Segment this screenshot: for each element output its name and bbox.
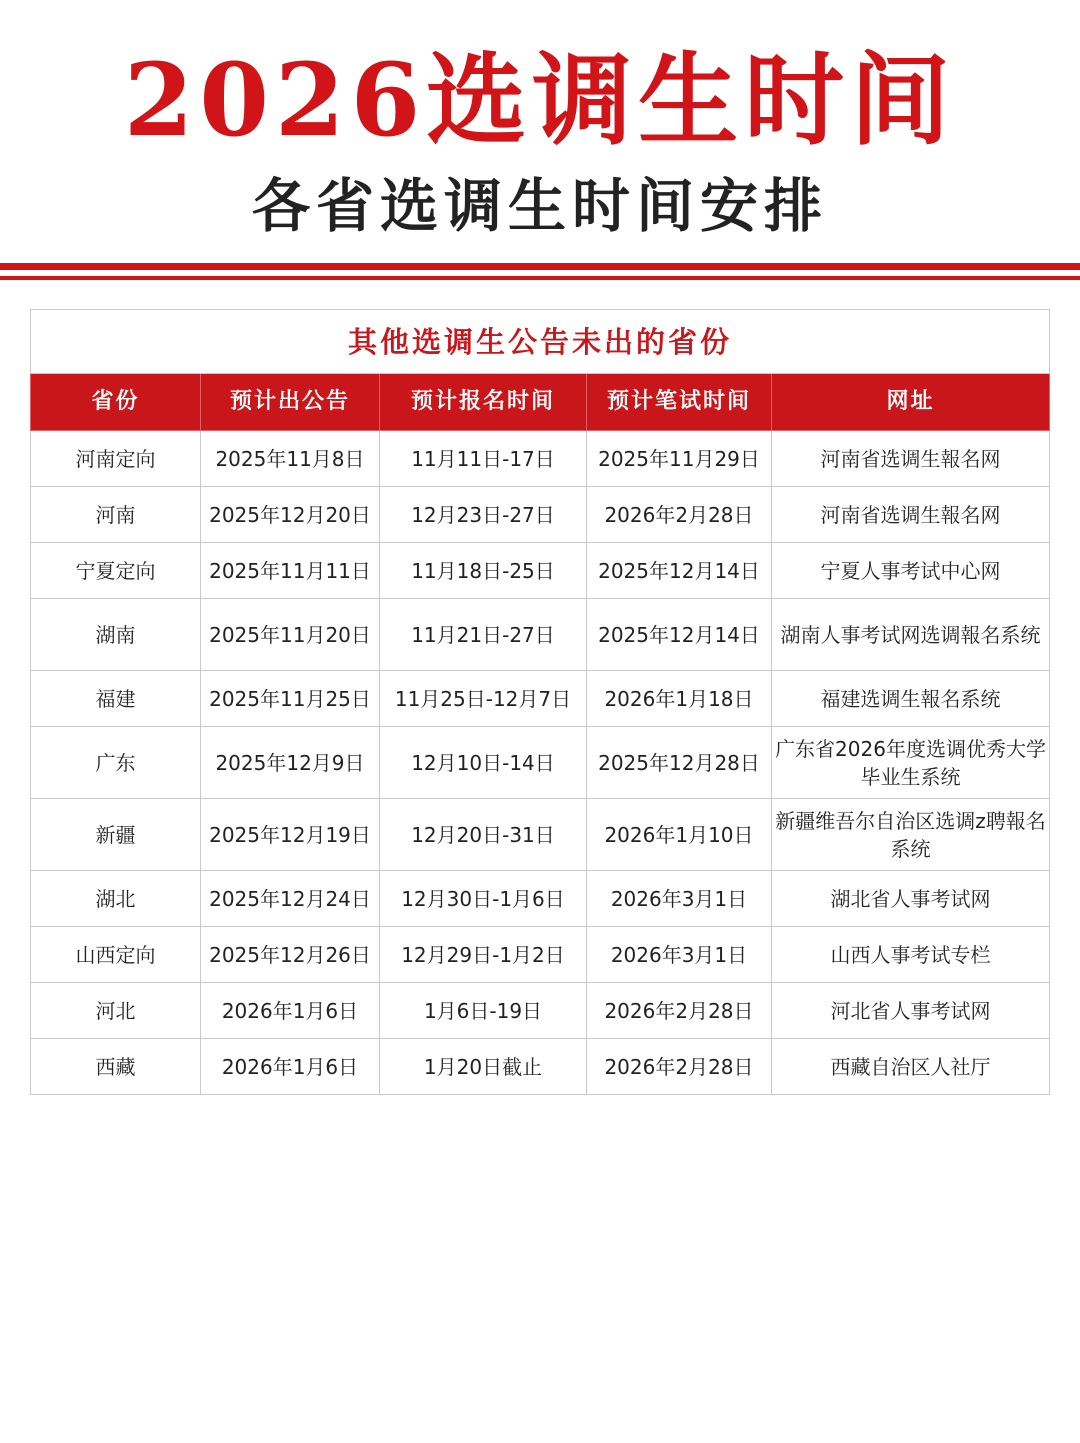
cell-exam: 2026年1月10日 bbox=[587, 799, 772, 871]
table-row bbox=[31, 727, 1050, 799]
cell-province: 新疆 bbox=[31, 799, 201, 871]
table-row bbox=[31, 1039, 1050, 1095]
cell-announcement: 2025年12月9日 bbox=[201, 727, 380, 799]
cell-website: 广东省2026年度选调优秀大学毕业生系统 bbox=[772, 727, 1050, 799]
cell-province: 福建 bbox=[31, 671, 201, 727]
cell-exam: 2026年2月28日 bbox=[587, 487, 772, 543]
divider-thin bbox=[0, 276, 1080, 280]
cell-registration: 11月11日-17日 bbox=[380, 431, 587, 487]
schedule-table bbox=[30, 309, 1050, 1095]
page-subtitle: 各省选调生时间安排 bbox=[251, 172, 828, 240]
schedule-table-container bbox=[30, 309, 1049, 1095]
cell-website: 福建选调生報名系统 bbox=[772, 671, 1050, 727]
table-row bbox=[31, 543, 1050, 599]
cell-registration: 12月29日-1月2日 bbox=[380, 927, 587, 983]
cell-website: 西藏自治区人社厅 bbox=[772, 1039, 1050, 1095]
cell-exam: 2026年2月28日 bbox=[587, 1039, 772, 1095]
cell-registration: 12月23日-27日 bbox=[380, 487, 587, 543]
cell-registration: 12月10日-14日 bbox=[380, 727, 587, 799]
table-row bbox=[31, 671, 1050, 727]
table-row bbox=[31, 799, 1050, 871]
cell-website: 山西人事考试专栏 bbox=[772, 927, 1050, 983]
column-header-province: 省份 bbox=[31, 374, 201, 431]
cell-province: 湖北 bbox=[31, 871, 201, 927]
cell-exam: 2026年1月18日 bbox=[587, 671, 772, 727]
cell-announcement: 2025年11月8日 bbox=[201, 431, 380, 487]
cell-website: 河北省人事考试网 bbox=[772, 983, 1050, 1039]
column-header-exam: 预计笔试时间 bbox=[587, 374, 772, 431]
cell-registration: 1月6日-19日 bbox=[380, 983, 587, 1039]
cell-exam: 2026年3月1日 bbox=[587, 927, 772, 983]
table-header-row bbox=[31, 374, 1050, 431]
cell-website: 河南省选调生報名网 bbox=[772, 487, 1050, 543]
cell-province: 宁夏定向 bbox=[31, 543, 201, 599]
table-caption: 其他选调生公告未出的省份 bbox=[31, 310, 1050, 374]
cell-province: 广东 bbox=[31, 727, 201, 799]
cell-province: 河南定向 bbox=[31, 431, 201, 487]
table-row bbox=[31, 927, 1050, 983]
cell-announcement: 2026年1月6日 bbox=[201, 983, 380, 1039]
cell-registration: 12月30日-1月6日 bbox=[380, 871, 587, 927]
column-header-website: 网址 bbox=[772, 374, 1050, 431]
cell-exam: 2025年12月14日 bbox=[587, 543, 772, 599]
cell-province: 河北 bbox=[31, 983, 201, 1039]
cell-exam: 2025年11月29日 bbox=[587, 431, 772, 487]
divider-thick bbox=[0, 263, 1080, 270]
table-row bbox=[31, 487, 1050, 543]
cell-province: 西藏 bbox=[31, 1039, 201, 1095]
page-title: 2026选调生时间 bbox=[123, 41, 957, 159]
cell-website: 宁夏人事考试中心网 bbox=[772, 543, 1050, 599]
table-row bbox=[31, 599, 1050, 671]
cell-announcement: 2025年11月20日 bbox=[201, 599, 380, 671]
cell-registration: 11月21日-27日 bbox=[380, 599, 587, 671]
column-header-announcement: 预计出公告 bbox=[201, 374, 380, 431]
cell-registration: 11月25日-12月7日 bbox=[380, 671, 587, 727]
cell-announcement: 2025年12月24日 bbox=[201, 871, 380, 927]
cell-announcement: 2025年11月25日 bbox=[201, 671, 380, 727]
cell-registration: 1月20日截止 bbox=[380, 1039, 587, 1095]
cell-exam: 2025年12月28日 bbox=[587, 727, 772, 799]
table-row bbox=[31, 871, 1050, 927]
cell-announcement: 2025年12月20日 bbox=[201, 487, 380, 543]
cell-announcement: 2026年1月6日 bbox=[201, 1039, 380, 1095]
cell-exam: 2026年3月1日 bbox=[587, 871, 772, 927]
cell-exam: 2025年12月14日 bbox=[587, 599, 772, 671]
cell-website: 河南省选调生報名网 bbox=[772, 431, 1050, 487]
table-row bbox=[31, 431, 1050, 487]
cell-province: 湖南 bbox=[31, 599, 201, 671]
table-row bbox=[31, 983, 1050, 1039]
column-header-registration: 预计报名时间 bbox=[380, 374, 587, 431]
cell-exam: 2026年2月28日 bbox=[587, 983, 772, 1039]
cell-announcement: 2025年12月26日 bbox=[201, 927, 380, 983]
cell-website: 湖北省人事考试网 bbox=[772, 871, 1050, 927]
cell-registration: 11月18日-25日 bbox=[380, 543, 587, 599]
cell-registration: 12月20日-31日 bbox=[380, 799, 587, 871]
cell-announcement: 2025年12月19日 bbox=[201, 799, 380, 871]
cell-website: 新疆维吾尔自治区选调z聘報名系统 bbox=[772, 799, 1050, 871]
cell-announcement: 2025年11月11日 bbox=[201, 543, 380, 599]
cell-province: 山西定向 bbox=[31, 927, 201, 983]
cell-website: 湖南人事考试网选调報名系统 bbox=[772, 599, 1050, 671]
cell-province: 河南 bbox=[31, 487, 201, 543]
